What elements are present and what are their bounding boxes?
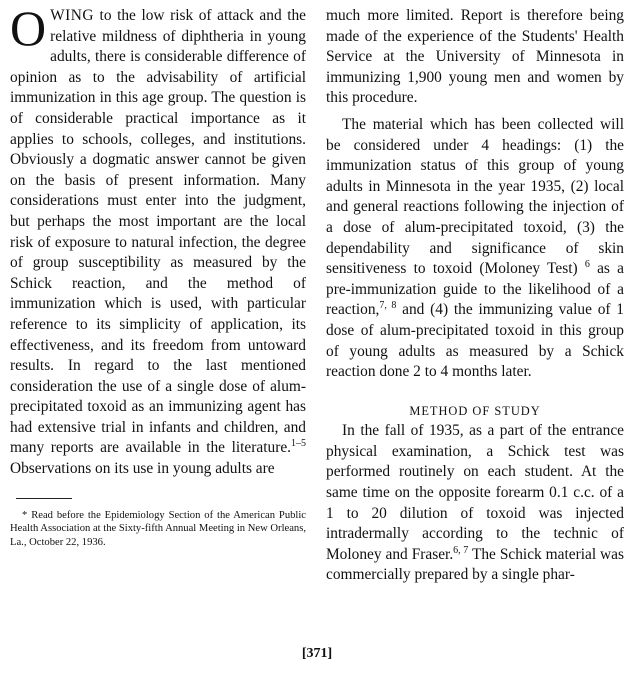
- continuation-paragraph: much more limited. Report is therefore being made of the experience of the Students' Health Service at the University of Minnesota in immunizing 1,900 young men and women by this procedure.: [326, 7, 624, 107]
- drop-cap: O: [10, 0, 47, 56]
- headings-text-a: The material which has been collected will be considered under 4 headings: (1) the immunization status of this group of young adults in Minnesota in the year 1935, (2) local and general reactions following the injection of a dose of alum-precipitated toxoid, (3) the dependability and significance of skin sensitiveness to toxoid (Moloney Test): [326, 115, 624, 278]
- method-text-b: The Schick material was commercially prepared by a single phar-: [326, 545, 624, 584]
- headings-text-b: as a pre-immunization guide to the likelihood of a reaction,: [326, 260, 624, 319]
- reference-superscript: 6, 7: [453, 544, 469, 556]
- footnote: [10, 509, 306, 550]
- opening-caps: WING: [50, 7, 94, 24]
- intro-paragraph: [10, 0, 306, 480]
- reference-superscript: 7, 8: [379, 300, 397, 312]
- reference-superscript: 1–5: [291, 438, 306, 450]
- intro-text-tail: Observations on its use in young adults are: [10, 460, 275, 478]
- footnote-text: * Read before the Epidemiology Section of the American Public Health Association at the Sixty-fifth Annual Meeting in New Orleans, La., October 22, 1936.: [10, 509, 306, 548]
- headings-text-c: and (4) the immunizing value of 1 dose of alum-precipitated toxoid in this group of young adults as measured by a Schick reaction done 2 to 4 months later.: [326, 301, 624, 381]
- page-number: [371]: [301, 646, 333, 661]
- footnote-rule: [16, 498, 72, 499]
- method-paragraph: [326, 421, 624, 586]
- right-column: [326, 6, 624, 586]
- section-heading: METHOD OF STUDY: [409, 403, 541, 418]
- intro-text: to the low risk of attack and the relative mildness of diphtheria in young adults, there is considerable difference of opinion as to the advisability of artificial immunization in this age group. The question is of considerable practical importance as it applies to schools, colleges, and institutions. Obviously a dogmatic answer cannot be given on the basis of present information. Many considerations must enter into the judgment, but perhaps the most important are the local risk of exposure to natural infection, the degree of group susceptibility as measured by the Schick reaction, and the method of immunization which is used, with particular reference to its simplicity of application, its effectiveness, and its freedom from untoward results. In regard to the last mentioned consideration the use of a single dose of alum-precipitated toxoid as an immunizing agent has had extensive trial in infants and children, and many reports are available in the literature.: [10, 7, 306, 457]
- reference-superscript: 6: [584, 259, 590, 270]
- method-text-a: In the fall of 1935, as a part of the entrance physical examination, a Schick test was performed routinely on each student. At the same time on the opposite forearm 0.1 c.c. of a 1 to 20 dilution of toxoid was injected intradermally according to the technic of Moloney and Fraser.: [326, 422, 624, 563]
- left-column: [10, 0, 306, 549]
- headings-paragraph: [326, 115, 624, 383]
